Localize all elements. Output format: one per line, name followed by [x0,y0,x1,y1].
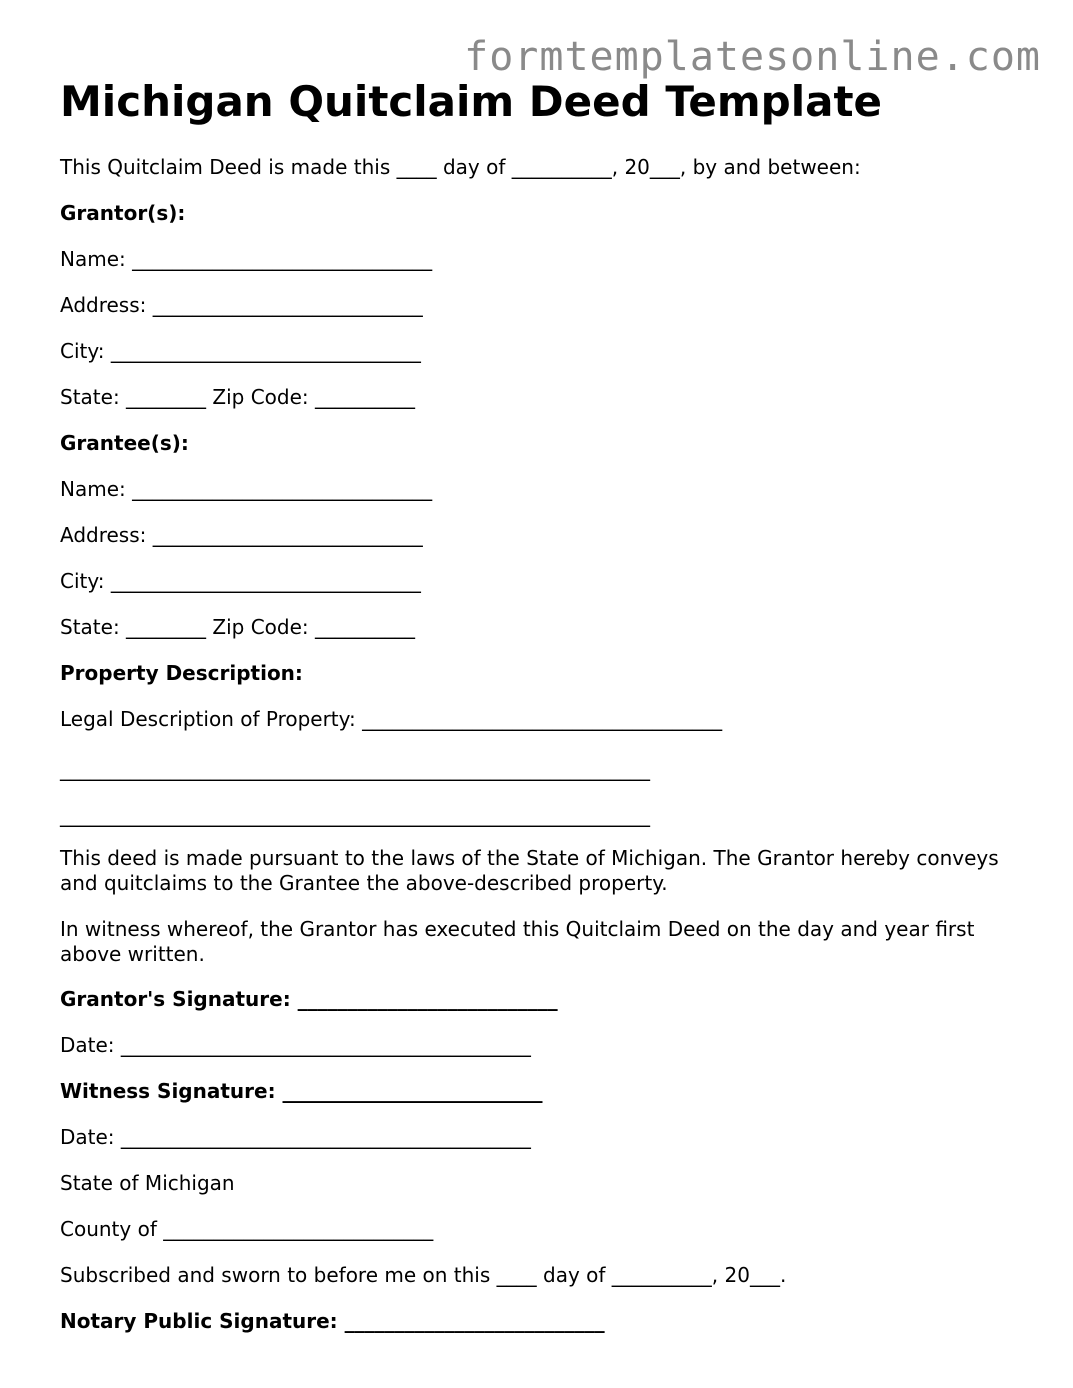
grantee-address-field[interactable]: Address: ___________________________ [60,523,423,547]
watermark-text: formtemplatesonline.com [464,34,1041,80]
pursuant-paragraph: This deed is made pursuant to the laws of the State of Michigan. The Grantor hereby conveys and quitclaims to the Grantee the above-described property. [60,846,999,895]
property-heading: Property Description: [60,661,303,685]
page-title: Michigan Quitclaim Deed Template [60,77,883,126]
grantor-address-field[interactable]: Address: ___________________________ [60,293,423,317]
grantor-name-field[interactable]: Name: ______________________________ [60,247,433,271]
grantee-state-zip-field[interactable]: State: ________ Zip Code: __________ [60,615,415,639]
intro-line: This Quitclaim Deed is made this ____ day of __________, 20___, by and between: [60,155,861,179]
notary-sworn-line[interactable]: Subscribed and sworn to before me on this ____ day of __________, 20___. [60,1263,787,1287]
legal-description-field[interactable]: Legal Description of Property: ____________________________________ [60,707,723,731]
grantee-city-field[interactable]: City: _______________________________ [60,569,421,593]
notary-signature-field[interactable]: Notary Public Signature: __________________________ [60,1309,605,1333]
grantee-name-field[interactable]: Name: ______________________________ [60,477,433,501]
witness-signature-field[interactable]: Witness Signature: __________________________ [60,1079,543,1103]
grantor-city-field[interactable]: City: _______________________________ [60,339,421,363]
grantor-heading: Grantor(s): [60,201,186,225]
legal-description-line-2[interactable]: ___________________________________________________________ [60,757,650,781]
notary-state-label: State of Michigan [60,1171,235,1195]
witness-date-field[interactable]: Date: _________________________________________ [60,1125,531,1149]
witness-clause-paragraph: In witness whereof, the Grantor has executed this Quitclaim Deed on the day and year first above written. [60,917,975,966]
grantor-state-zip-field[interactable]: State: ________ Zip Code: __________ [60,385,415,409]
grantor-signature-field[interactable]: Grantor's Signature: __________________________ [60,987,558,1011]
legal-description-line-3[interactable]: ___________________________________________________________ [60,803,650,827]
notary-county-field[interactable]: County of ___________________________ [60,1217,434,1241]
grantee-heading: Grantee(s): [60,431,189,455]
grantor-date-field[interactable]: Date: _________________________________________ [60,1033,531,1057]
